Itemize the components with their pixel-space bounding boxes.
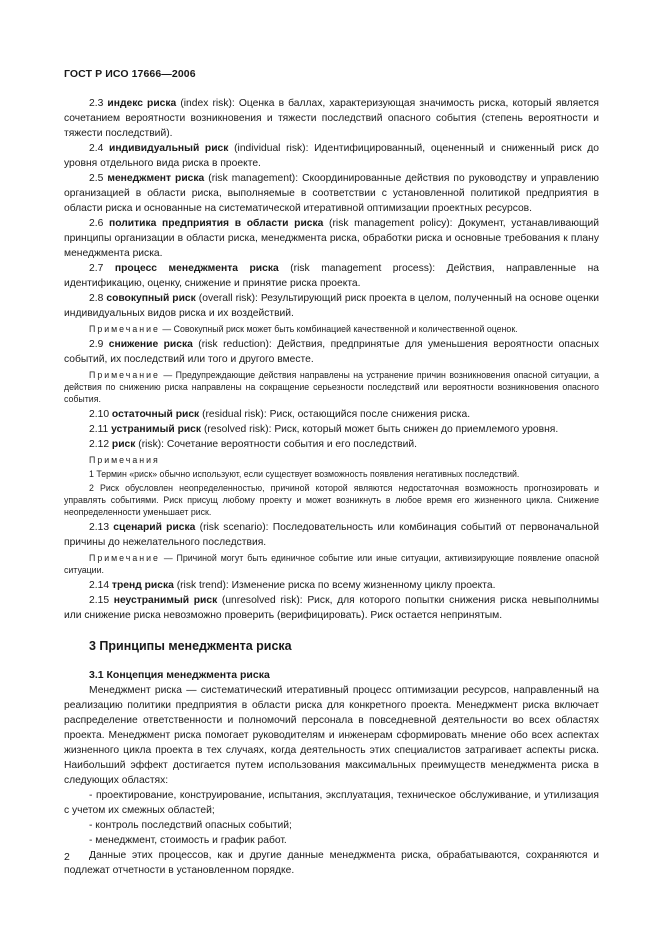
definition-2-12 (64, 437, 599, 452)
section-3-title: 3 Принципы менеджмента риска (89, 639, 292, 653)
definition-term: остаточный риск (111, 409, 200, 420)
definition-2-15 (64, 593, 599, 623)
definition-number: 2.8 (89, 293, 104, 304)
definition-text: (unresolved risk): Риск, для которого попытки снижения риска невыполнимы или снижение риска невозможно проверить (верифицировать). Риск остается непринятым. (64, 595, 599, 621)
note-2-9 (64, 369, 599, 405)
definition-text: (risk trend): Изменение риска по всему жизненному циклу проекта. (173, 580, 496, 591)
definition-2-6 (64, 216, 599, 261)
definition-text: (index risk): Оценка в баллах, характеризующая значимость риска, который является сочетанием вероятности возникновения и тяжести последствий опасного события (степень вероятности и тяжести последствий). (64, 98, 599, 139)
document-header: ГОСТ Р ИСО 17666—2006 (64, 68, 196, 80)
definition-term: устранимый риск (111, 424, 202, 435)
definition-text: (risk reduction): Действия, предпринятые для уменьшения вероятности опасных событий, их последствий или того и другого вместе. (64, 339, 599, 365)
section-3-1-paragraph: Менеджмент риска — систематический итеративный процесс оптимизации ресурсов, направленный на реализацию политики предприятия в области риска для конкретного проекта. Менеджмент риска включает распределение ответственности и полномочий персонала в повседневной деятельности во всех областях проекта. Менеджмент риска помогает руководителям и инженерам сформировать мнение обо всех аспектах жизненного цикла проекта в тех случаях, когда деятельность этих специалистов затрагивает аспекты риска. Наибольший эффект достигается путем использования максимальных преимуществ менеджмента риска в следующих областях: (64, 685, 599, 786)
definition-number: 2.7 (89, 263, 104, 274)
definition-term: совокупный риск (106, 293, 196, 304)
note-item: 1 Термин «риск» обычно используют, если существует возможность появления негативных последствий. (89, 469, 520, 479)
definition-number: 2.4 (89, 143, 104, 154)
definition-text: (residual risk): Риск, остающийся после снижения риска. (199, 409, 471, 420)
definition-term: индекс риска (107, 98, 177, 109)
definition-text: (risk management): Скоординированные действия по руководству и управлению организацией в области риска, выполняемые в соответствии с установленной политикой предприятия в области риска и основанные на систематической итеративной оптимизации проектных ресурсов. (64, 173, 599, 214)
definition-2-8 (64, 291, 599, 321)
definition-term: неустранимый риск (113, 595, 218, 606)
definition-number: 2.11 (89, 424, 109, 435)
definition-text: (risk scenario): Последовательность или комбинация событий от первоначальной причины до нежелательного последствия. (64, 522, 599, 548)
definition-term: снижение риска (108, 339, 193, 350)
section-3-1-title: 3.1 Концепция менеджмента риска (89, 669, 270, 681)
definition-text: (individual risk): Идентифицированный, оцененный и сниженный риск до уровня отдельного вида риска в проекте. (64, 143, 599, 169)
definition-2-3 (64, 96, 599, 141)
definition-2-7 (64, 261, 599, 291)
definition-text: (resolved risk): Риск, который может быть снижен до приемлемого уровня. (201, 424, 559, 435)
definition-term: сценарий риска (113, 522, 196, 533)
definition-2-10 (64, 407, 599, 422)
note-label: Примечания (89, 455, 160, 465)
definition-number: 2.3 (89, 98, 104, 109)
note-text: — Совокупный риск может быть комбинацией качественной и количественной оценок. (159, 324, 518, 334)
note-label: Примечание (89, 553, 160, 563)
definition-number: 2.13 (89, 522, 110, 533)
definition-number: 2.14 (89, 580, 110, 591)
definition-2-4 (64, 141, 599, 171)
note-text: — Причиной могут быть единичное событие или иные ситуации, активизирующие появление опасной ситуации. (64, 553, 599, 575)
definition-term: индивидуальный риск (109, 143, 229, 154)
note-label: Примечание (89, 370, 160, 380)
definition-2-14 (64, 578, 599, 593)
note-item: 2 Риск обусловлен неопределенностью, причиной которой являются недостаточная возможность прогнозировать и управлять событиями. Риск присущ любому проекту и может возникнуть в любое время его жизненного цикла. Снижение неопределенности уменьшает риск. (64, 483, 599, 517)
definition-2-13 (64, 520, 599, 550)
definition-2-5 (64, 171, 599, 216)
definition-term: тренд риска (111, 580, 174, 591)
definition-number: 2.10 (89, 409, 110, 420)
note-label: Примечание (89, 324, 160, 334)
notes-2-12-label (64, 454, 599, 466)
definition-text: (risk): Сочетание вероятности события и его последствий. (135, 439, 417, 450)
list-item: - проектирование, конструирование, испытания, эксплуатация, техническое обслуживание, и утилизация с учетом их смежных областей; (64, 790, 599, 816)
definition-term: политика предприятия в области риска (109, 218, 324, 229)
note-text: — Предупреждающие действия направлены на устранение причин возникновения опасной ситуации, а действия по снижению риска направлены на сокращение серьезности последствий или вероятности возникновения опасного события. (64, 370, 599, 404)
list-item: - менеджмент, стоимость и график работ. (89, 835, 287, 846)
list-item: - контроль последствий опасных событий; (89, 820, 292, 831)
page-number: 2 (64, 851, 70, 863)
note-2-8 (64, 323, 599, 335)
definition-text: (risk management policy): Документ, устанавливающий принципы организации в области риска, менеджмента риска, обработки риска и основные требования к плану менеджмента риска. (64, 218, 599, 259)
document-body (64, 96, 599, 878)
definition-term: менеджмент риска (107, 173, 205, 184)
definition-2-11 (64, 422, 599, 437)
definition-text: (risk management process): Действия, направленные на идентификацию, оценку, снижение и принятие риска проекта. (64, 263, 599, 289)
definition-number: 2.12 (89, 439, 110, 450)
definition-term: риск (111, 439, 136, 450)
definition-text: (overall risk): Результирующий риск проекта в целом, полученный на основе оценки индивидуальных видов риска и их воздействий. (64, 293, 599, 319)
definition-number: 2.5 (89, 173, 104, 184)
section-3-1-paragraph-2: Данные этих процессов, как и другие данные менеджмента риска, обрабатываются, сохраняются и подлежат отчетности в установленном порядке. (64, 850, 599, 876)
definition-number: 2.15 (89, 595, 110, 606)
definition-number: 2.9 (89, 339, 104, 350)
definition-number: 2.6 (89, 218, 104, 229)
definition-term: процесс менеджмента риска (114, 263, 279, 274)
note-2-13 (64, 552, 599, 576)
definition-2-9 (64, 337, 599, 367)
